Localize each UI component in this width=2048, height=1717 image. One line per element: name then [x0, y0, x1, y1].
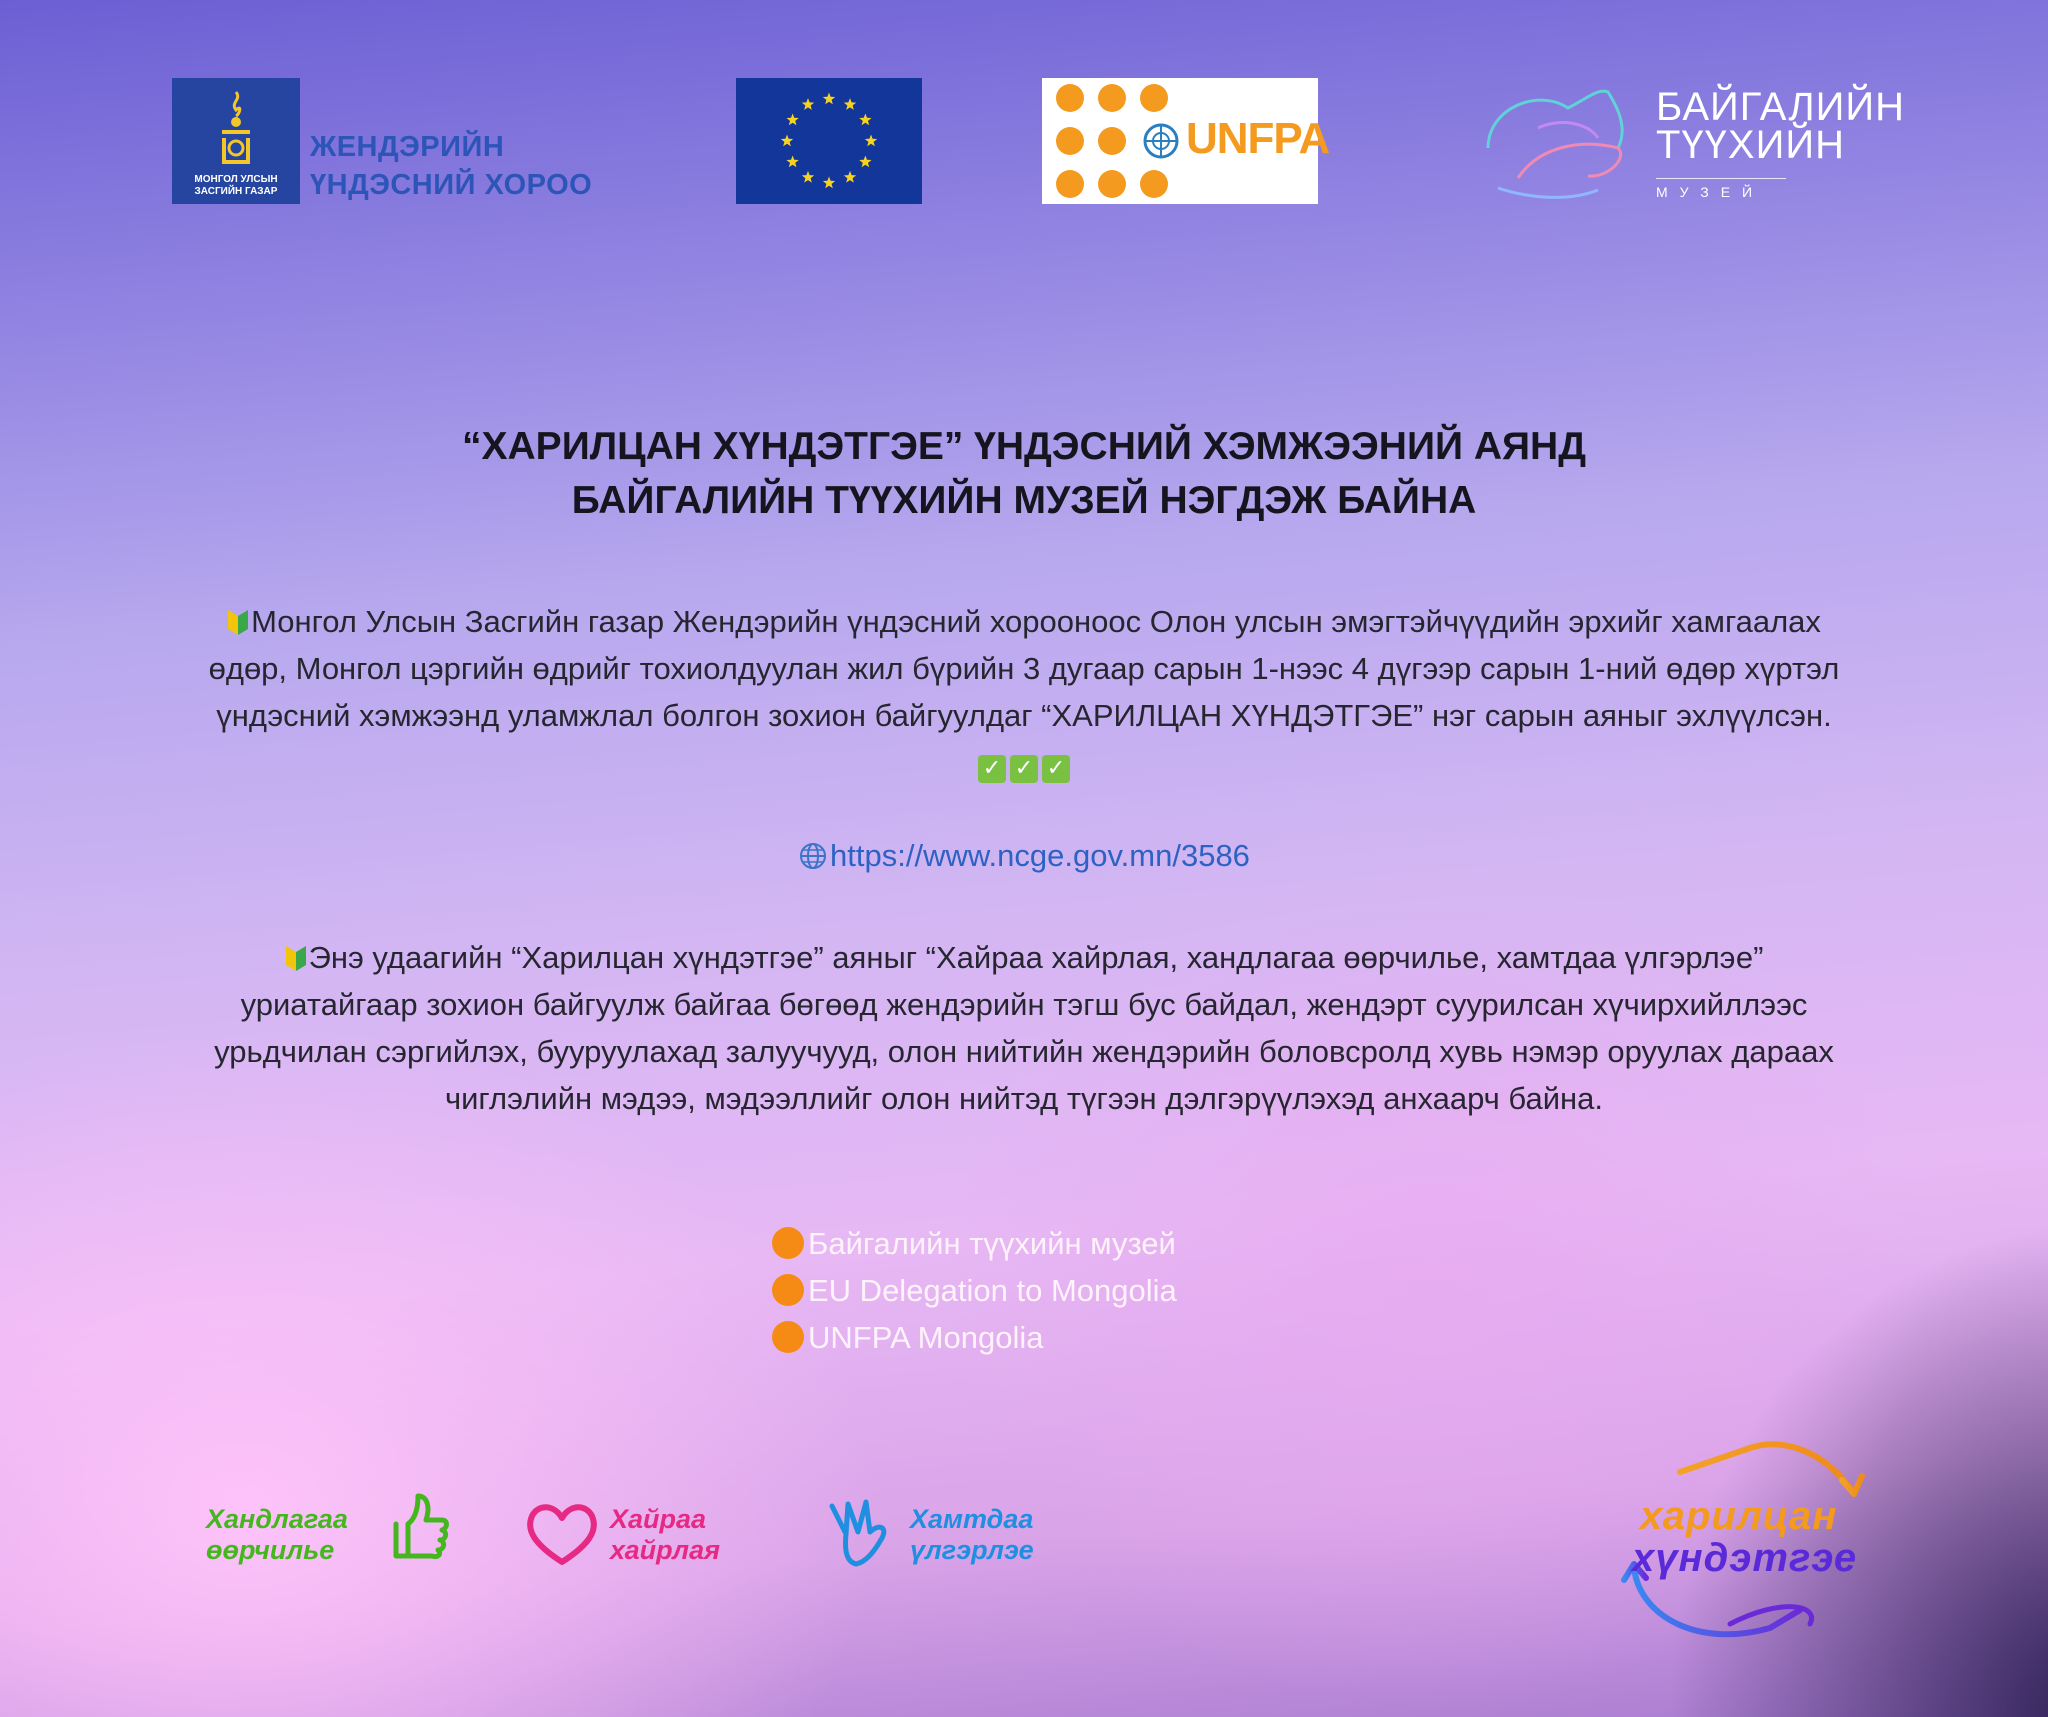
- soyombo-emblem-icon: [216, 90, 256, 170]
- gender-committee-name: [310, 128, 592, 204]
- eu-star-icon: [859, 114, 871, 126]
- museum-divider: [1656, 178, 1786, 179]
- globe-icon: [798, 841, 828, 871]
- unfpa-dot: [1140, 84, 1168, 112]
- campaign-line2: уриатайгаар зохион байгуулж байгаа бөгөөд жендэрийн тэгш бус байдал, жендэрт суурилсан хүчирхийллээс: [240, 987, 1808, 1022]
- slogan-attitude-line1: Хандлагаа: [206, 1504, 348, 1534]
- slogan-attitude: [206, 1504, 348, 1566]
- eu-star-icon: [781, 135, 793, 147]
- un-emblem-icon: [1140, 120, 1182, 162]
- unfpa-dot: [1056, 127, 1084, 155]
- eu-star-icon: [859, 156, 871, 168]
- slogan-together-line2: үлгэрлэе: [910, 1535, 1034, 1565]
- eu-star-icon: [802, 171, 814, 183]
- orange-circle-icon: [772, 1227, 804, 1259]
- museum-name-line1: БАЙГАЛИЙН: [1656, 85, 1905, 129]
- unfpa-dot: [1098, 84, 1126, 112]
- campaign-line4: чиглэлийн мэдээ, мэдээллийг олон нийтэд түгээн дэлгэрүүлэхэд анхаарч байна.: [444, 1081, 1604, 1116]
- unfpa-wordmark: UNFPA: [1186, 114, 1330, 163]
- thumbs-up-icon: [388, 1490, 452, 1562]
- beginner-mark-icon: [285, 944, 307, 972]
- campaign-line3: урьдчилан сэргийлэх, бууруулахад залуучууд, олон нийтийн жендэрийн боловсролд хувь нэмэр оруулах дараах: [214, 1034, 1834, 1069]
- eu-star-icon: [823, 93, 835, 105]
- eu-stars-icon: [736, 78, 922, 204]
- unfpa-logo: [1042, 78, 1330, 204]
- museum-sub: МУЗЕЙ: [1656, 184, 1765, 200]
- unfpa-dot: [1098, 170, 1126, 198]
- slogan-love-line1: Хайраа: [610, 1504, 707, 1534]
- gov-sub-line1: МОНГОЛ УЛСЫН: [194, 174, 278, 185]
- heart-icon: [524, 1500, 600, 1568]
- campaign-line1: Энэ удаагийн “Харилцан хүндэтгэе” аяныг “Хайраа хайрлая, хандлагаа өөрчилье, хамтдаа үлгэрлэе”: [308, 940, 1764, 975]
- slogan-together: [910, 1504, 1034, 1566]
- eu-star-icon: [802, 98, 814, 110]
- headline-line1: “ХАРИЛЦАН ХҮНДЭТГЭЕ” ҮНДЭСНИЙ ХЭМЖЭЭНИЙ АЯНД: [462, 425, 1586, 468]
- gender-committee-logo: [172, 78, 300, 204]
- museum-dinosaur-icon: [1478, 78, 1638, 208]
- partner-eu-link[interactable]: EU Delegation to Mongolia: [808, 1273, 1177, 1308]
- intro-paragraph: [80, 598, 1968, 788]
- museum-name-line2: ТҮҮХИЙН: [1656, 123, 1845, 167]
- gov-name-line2: ҮНДЭСНИЙ ХОРОО: [310, 169, 593, 201]
- slogan-love: [610, 1504, 720, 1566]
- headline-line2: БАЙГАЛИЙН ТҮҮХИЙН МУЗЕЙ НЭГДЭЖ БАЙНА: [571, 479, 1477, 522]
- check-icon: ✓: [1042, 755, 1070, 783]
- gov-sub-line2: ЗАСГИЙН ГАЗАР: [194, 186, 278, 197]
- slogan-attitude-line2: өөрчилье: [206, 1535, 335, 1565]
- partner-unfpa-link[interactable]: UNFPA Mongolia: [808, 1320, 1044, 1355]
- eu-star-icon: [786, 156, 798, 168]
- ncge-link[interactable]: https://www.ncge.gov.mn/3586: [830, 838, 1250, 873]
- orange-circle-icon: [772, 1321, 804, 1353]
- check-icon: ✓: [1010, 755, 1038, 783]
- check-marks: [80, 741, 1968, 788]
- eu-flag-logo: [736, 78, 922, 204]
- eu-star-icon: [786, 114, 798, 126]
- partner-museum-link[interactable]: Байгалийн түүхийн музей: [808, 1226, 1176, 1261]
- hand-icon: [826, 1496, 892, 1570]
- intro-line1: Монгол Улсын Засгийн газар Жендэрийн үндэсний хорооноос Олон улсын эмэгтэйчүүдийн эрхийг хамгаалах: [251, 604, 1821, 639]
- campaign-logo-line2: хүндэтгэе: [1632, 1536, 1858, 1580]
- museum-name: [1656, 85, 1905, 167]
- partner-item: [772, 1314, 1177, 1361]
- campaign-paragraph: [80, 934, 1968, 1122]
- eu-star-icon: [844, 171, 856, 183]
- eu-star-icon: [865, 135, 877, 147]
- partners-list: [772, 1220, 1177, 1361]
- unfpa-dot: [1056, 84, 1084, 112]
- intro-line2: өдөр, Монгол цэргийн өдрийг тохиолдуулан жил бүрийн 3 дугаар сарын 1-нээс 4 дүгээр сарын 1-ний өдөр хүртэл: [208, 651, 1840, 686]
- intro-line3: үндэсний хэмжээнд уламжлал болгон зохион байгуулдаг “ХАРИЛЦАН ХҮНДЭТГЭЕ” нэг сарын аяныг эхлүүлсэн.: [216, 698, 1832, 733]
- campaign-logo-line1: харилцан: [1640, 1494, 1838, 1538]
- link-row: [0, 838, 2048, 874]
- beginner-mark-icon: [227, 608, 249, 636]
- partner-item: [772, 1220, 1177, 1267]
- eu-star-icon: [844, 98, 856, 110]
- unfpa-dot: [1098, 127, 1126, 155]
- slogan-love-line2: хайрлая: [610, 1535, 721, 1565]
- check-icon: ✓: [978, 755, 1006, 783]
- gov-name-line1: ЖЕНДЭРИЙН: [310, 131, 505, 163]
- eu-star-icon: [823, 177, 835, 189]
- headline: [0, 420, 2048, 528]
- partner-item: [772, 1267, 1177, 1314]
- slogan-together-line1: Хамтдаа: [910, 1504, 1034, 1534]
- orange-circle-icon: [772, 1274, 804, 1306]
- unfpa-dot: [1056, 170, 1084, 198]
- unfpa-dot: [1140, 170, 1168, 198]
